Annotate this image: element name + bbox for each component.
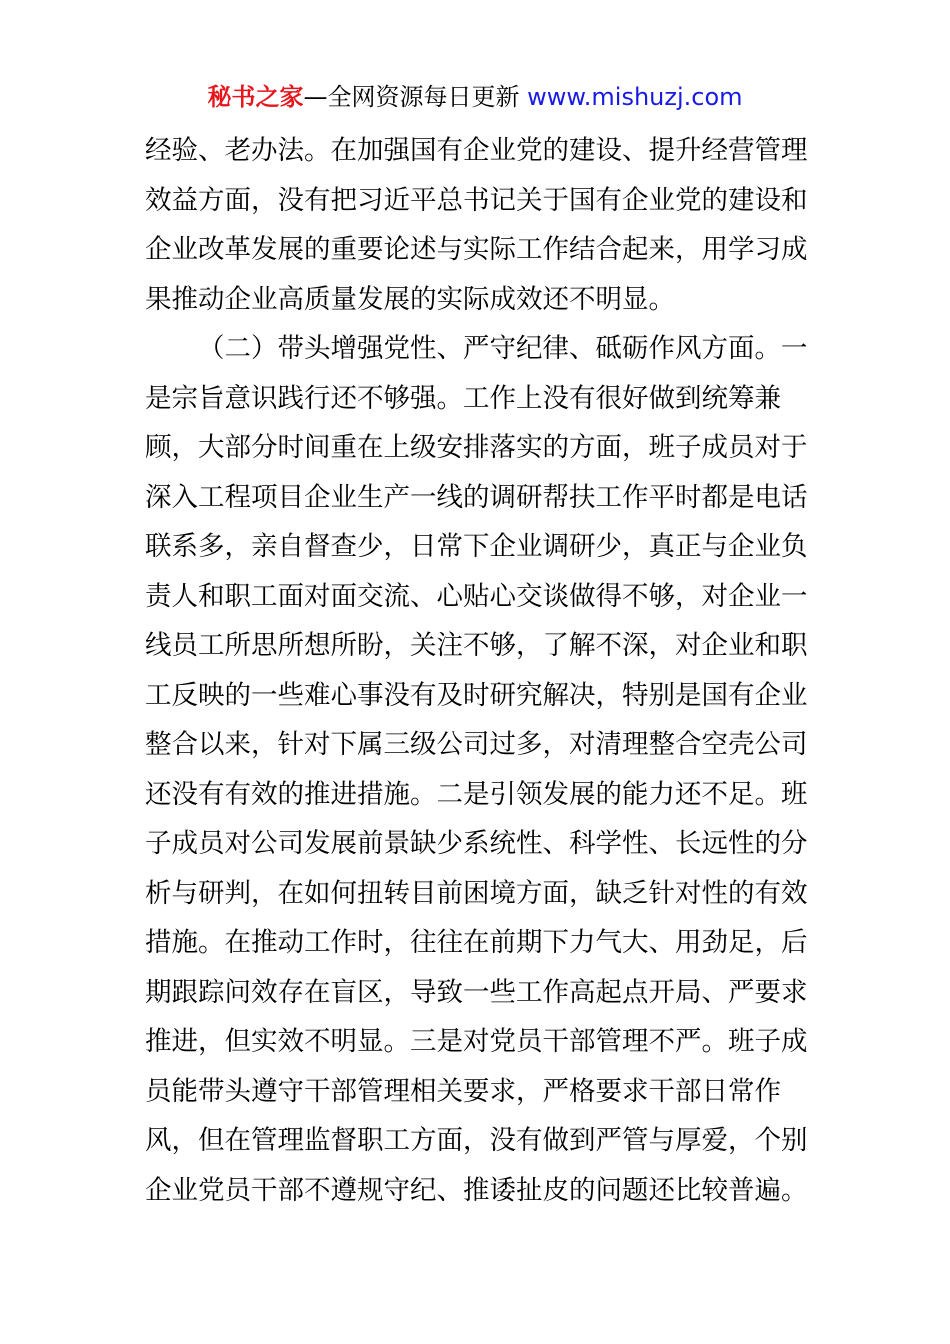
text-line: 风，但在管理监督职工方面，没有做到严管与厚爱，个别 <box>145 1125 808 1156</box>
text-line: 期跟踪问效存在盲区，导致一些工作高起点开局、严要求 <box>145 976 808 1008</box>
text-line: 员能带头遵守干部管理相关要求，严格要求干部日常作 <box>145 1075 781 1107</box>
text-line: 线员工所思所想所盼，关注不够，了解不深，对企业和职 <box>145 630 808 661</box>
text-line: 还没有有效的推进措施。二是引领发展的能力还不足。班 <box>145 778 808 810</box>
text-line: 推进，但实效不明显。三是对党员干部管理不严。班子成 <box>145 1026 808 1057</box>
text-line: 效益方面，没有把习近平总书记关于国有企业党的建设和 <box>145 184 808 216</box>
text-line: 整合以来，针对下属三级公司过多，对清理整合空壳公司 <box>145 729 808 760</box>
text-line: 顾，大部分时间重在上级安排落实的方面，班子成员对于 <box>145 432 808 463</box>
section-heading-line: （二）带头增强党性、严守纪律、砥砺作风方面。一 <box>198 333 808 364</box>
text-line: 是宗旨意识践行还不够强。工作上没有很好做到统筹兼 <box>145 382 781 414</box>
header-tagline: —全网资源每日更新 <box>303 83 528 111</box>
text-line: 析与研判，在如何扭转目前困境方面，缺乏针对性的有效 <box>145 877 808 909</box>
text-line: 果推动企业高质量发展的实际成效还不明显。 <box>145 283 675 315</box>
text-line: 企业改革发展的重要论述与实际工作结合起来，用学习成 <box>145 234 808 265</box>
brand-name: 秘书之家 <box>207 83 304 111</box>
body-text <box>145 126 815 1215</box>
text-line: 工反映的一些难心事没有及时研究解决，特别是国有企业 <box>145 679 808 711</box>
text-line: 措施。在推动工作时，往往在前期下力气大、用劲足，后 <box>145 927 808 958</box>
website-link[interactable]: www.mishuzj.com <box>527 83 743 111</box>
page-header <box>0 80 950 114</box>
text-line: 责人和职工面对面交流、心贴心交谈做得不够，对企业一 <box>145 580 808 612</box>
text-line: 子成员对公司发展前景缺少系统性、科学性、长远性的分 <box>145 828 808 859</box>
text-line: 经验、老办法。在加强国有企业党的建设、提升经营管理 <box>145 135 808 166</box>
text-line: 企业党员干部不遵规守纪、推诿扯皮的问题还比较普遍。 <box>145 1174 808 1206</box>
text-line: 联系多，亲自督查少，日常下企业调研少，真正与企业负 <box>145 531 808 562</box>
text-line: 深入工程项目企业生产一线的调研帮扶工作平时都是电话 <box>145 481 808 513</box>
